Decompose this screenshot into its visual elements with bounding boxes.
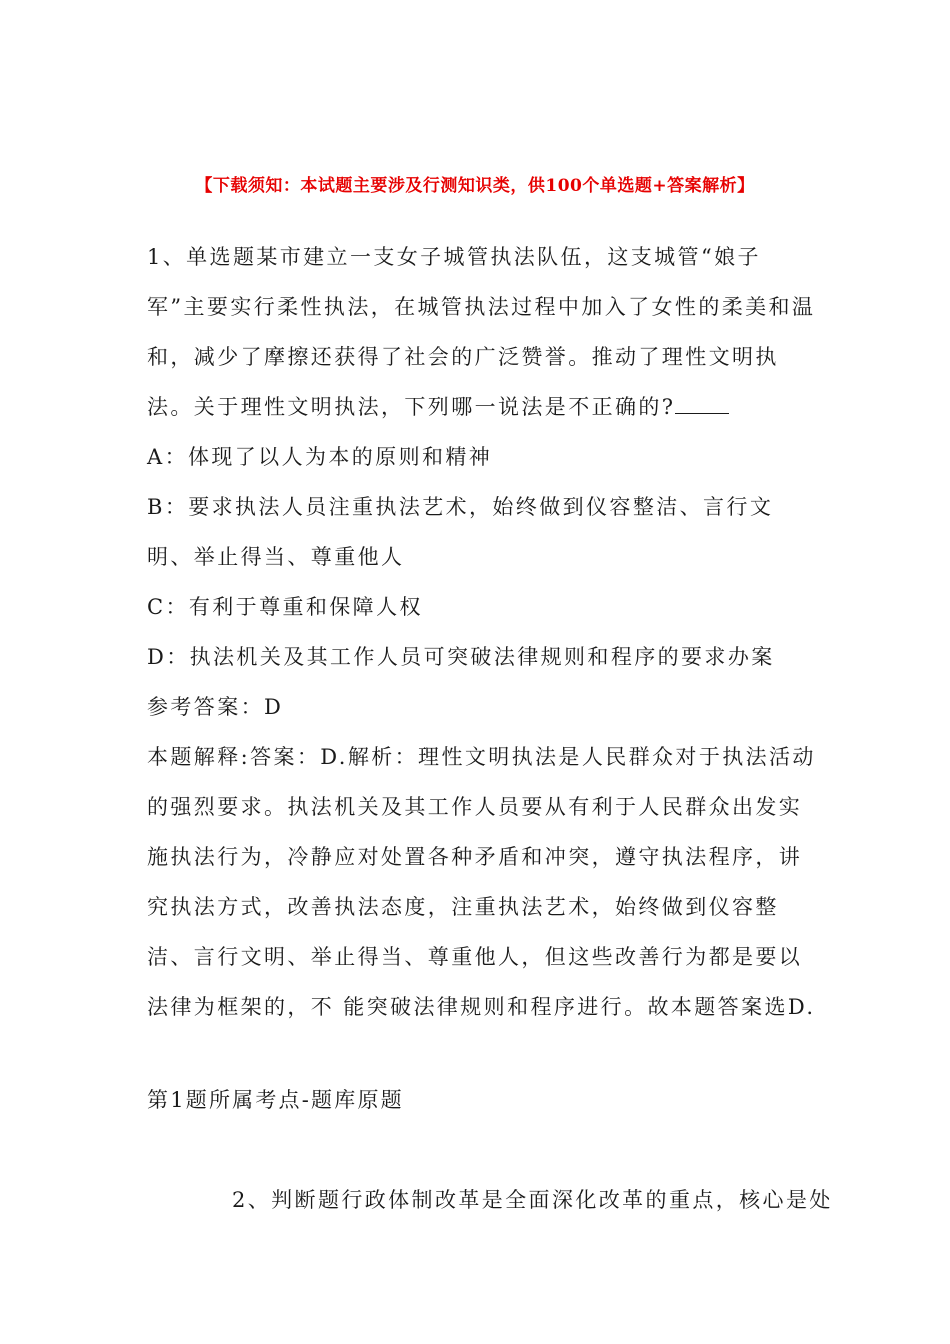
question-stem-text: 1、单选题某市建立一支女子城管执法队伍，这支城管“娘子军”主要实行柔性执法，在城管执法过程中加入了女性的柔美和温和，减少了摩擦还获得了社会的广泛赞誉。推动了理性文明执 法。关于理性文明执法，下列哪一说法是不正确的? [147, 245, 816, 419]
download-notice: 【下载须知：本试题主要涉及行测知识类，供100个单选题+答案解析】 [195, 176, 755, 196]
question-1 [147, 232, 817, 1032]
option-a: A：体现了以人为本的原则和精神 [147, 445, 493, 469]
question-stem [147, 232, 817, 432]
option-b: B：要求执法人员注重执法艺术，始终做到仪容整洁、言行文明、举止得当、尊重他人 [147, 495, 774, 569]
option-c: C：有利于尊重和保障人权 [147, 595, 423, 619]
question-2-stem: 2、判断题行政体制改革是全面深化改革的重点，核心是处 [232, 1188, 833, 1212]
answer-blank [675, 391, 729, 414]
answer-explanation: 本题解释:答案：D.解析：理性文明执法是人民群众对于执法活动的强烈要求。执法机关及其工作人员要从有利于人民群众出发实施执法行为，冷静应对处置各种矛盾和冲突，遵守执法程序，讲究执法方式，改善执法态度，注重执法艺术，始终做到仪容整洁、言行文明、举止得当、尊重他人，但这些改善行为都是要以法律为框架的，不 能突破法律规则和程序进行。故本题答案选D. [147, 745, 816, 1019]
question-topic: 第1题所属考点-题库原题 [147, 1088, 404, 1112]
reference-answer: 参考答案：D [147, 695, 284, 719]
option-d: D：执法机关及其工作人员可突破法律规则和程序的要求办案 [147, 645, 775, 669]
